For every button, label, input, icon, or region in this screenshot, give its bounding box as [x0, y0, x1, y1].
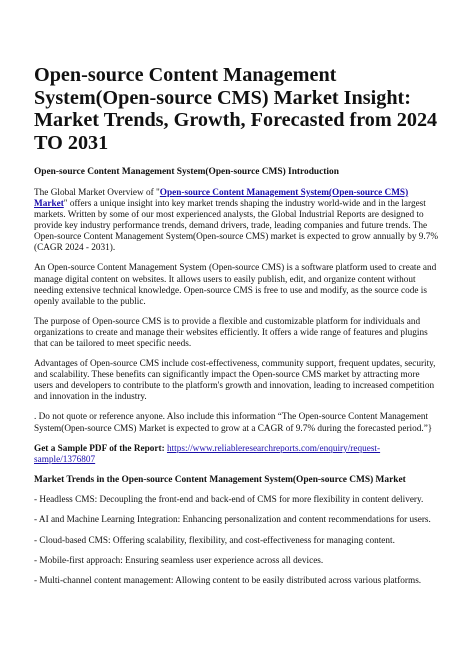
trend-item: - Multi-channel content management: Allowing content to be easily distributed across various platforms. [34, 575, 422, 586]
purpose-paragraph: The purpose of Open-source CMS is to provide a flexible and customizable platform for individuals and organizations to create and manage their websites efficiently. It offers a wide range of features and plugins that can be tailored to meet specific needs. [34, 316, 428, 349]
trend-item: - Cloud-based CMS: Offering scalability, flexibility, and cost-effectiveness for managing content. [34, 535, 395, 546]
trend-item: - Mobile-first approach: Ensuring seamless user experience across all devices. [34, 555, 324, 566]
sample-pdf-link[interactable]: https://www.reliableresearchreports.com/enquiry/request-sample/1376807 [34, 443, 381, 465]
trend-item: - AI and Machine Learning Integration: Enhancing personalization and content recommendations for users. [34, 515, 431, 526]
sample-pdf-label: Get a Sample PDF of the Report: [34, 443, 165, 454]
market-report-link[interactable]: Open-source Content Management System(Open-source CMS) Market [34, 187, 409, 209]
intro-text-before: The Global Market Overview of " [34, 187, 160, 198]
sample-pdf-line [34, 444, 440, 466]
intro-text-after: " offers a unique insight into key market trends shaping the industry world-wide and in the largest markets. Written by some of our most experienced analysts, the Global Industrial Reports are designed to provide key industry performance trends, demand drivers, trade, leading companies and future trends. The Open-source Content Management System(Open-source CMS) market is expected to grow annually by 9.7% (CAGR 2024 - 2031). [34, 198, 439, 254]
cagr-paragraph: . Do not quote or reference anyone. Also include this information “The Open-source Content Management System(Open-source CMS) Market is expected to grow at a CAGR of 9.7% during the forecasted period.”} [34, 412, 433, 434]
trend-item: - Headless CMS: Decoupling the front-end and back-end of CMS for more flexibility in content delivery. [34, 495, 424, 506]
intro-heading: Open-source Content Management System(Open-source CMS) Introduction [34, 167, 339, 178]
definition-paragraph: An Open-source Content Management System (Open-source CMS) is a software platform used to create and manage digital content on websites. It allows users to easily publish, edit, and organize content without needing extensive technical knowledge. Open-source CMS is free to use and modify, as the source code is openly available to the public. [34, 263, 437, 307]
intro-paragraph [34, 188, 440, 255]
trends-heading: Market Trends in the Open-source Content Management System(Open-source CMS) Market [34, 474, 406, 485]
page-title: Open-source Content Management System(Open-source CMS) Market Insight: Market Trends, Growth, Forecasted from 2024 TO 2031 [34, 64, 438, 154]
advantages-paragraph: Advantages of Open-source CMS include cost-effectiveness, community support, frequent updates, security, and scalability. These benefits can significantly impact the Open-source CMS market by attracting more users and developers to contribute to the platform's growth and innovation, leading to increased competition and innovation in the industry. [34, 359, 436, 403]
